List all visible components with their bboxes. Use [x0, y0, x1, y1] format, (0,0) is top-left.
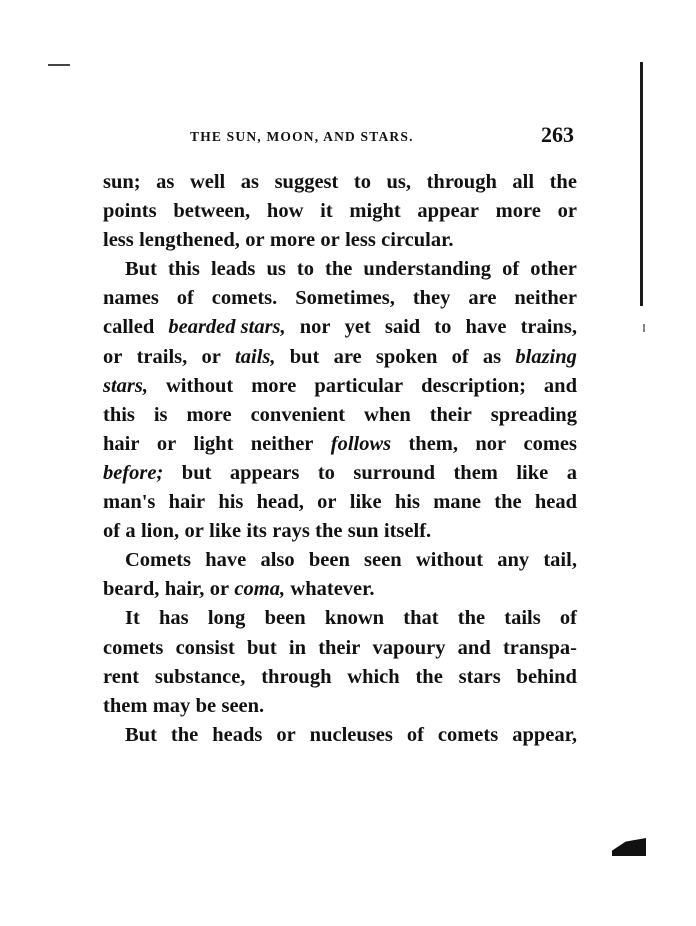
word: hair,	[164, 578, 205, 601]
word: but	[289, 345, 320, 368]
word: lengthened,	[139, 229, 240, 252]
word: but	[181, 461, 212, 484]
word: well	[189, 171, 226, 193]
text-line	[103, 721, 577, 750]
word: hair	[103, 432, 140, 455]
word: all	[512, 171, 535, 193]
word: behind	[516, 665, 577, 688]
word: itself.	[383, 520, 432, 543]
word: them,	[408, 432, 459, 455]
text-line	[103, 197, 577, 226]
word: man's	[103, 491, 156, 514]
text-line	[103, 430, 577, 459]
word: to	[434, 316, 452, 339]
word: their	[429, 403, 472, 426]
word: lion,	[140, 520, 180, 543]
word: or	[557, 200, 577, 223]
word: particular	[314, 374, 404, 397]
word: spreading	[490, 403, 577, 426]
word: but	[247, 636, 277, 659]
word: between,	[173, 200, 251, 223]
body-text	[103, 168, 577, 750]
word: or	[184, 520, 204, 543]
word: nor	[475, 432, 507, 455]
word: other	[530, 258, 577, 281]
text-line	[103, 634, 577, 663]
word: the	[325, 258, 353, 281]
word: or	[317, 491, 337, 514]
word: of	[176, 287, 194, 310]
word: a	[125, 520, 136, 543]
word: be	[195, 694, 217, 717]
word: like	[516, 461, 549, 484]
italic-word: before;	[103, 461, 164, 484]
text-line	[103, 459, 577, 488]
word: been	[308, 549, 350, 572]
word: less	[103, 229, 134, 252]
text-line	[103, 372, 577, 401]
word: them	[103, 694, 148, 717]
word: appears	[229, 461, 300, 484]
word: in	[288, 636, 306, 659]
text-line	[103, 255, 577, 284]
word: nor	[299, 316, 331, 339]
word: without	[415, 549, 484, 572]
italic-word: coma,	[234, 578, 286, 601]
word: neither	[514, 287, 577, 310]
word: how	[266, 200, 304, 223]
word: have	[205, 549, 247, 572]
word: comets	[103, 636, 164, 659]
word: trails,	[136, 345, 188, 368]
word: or	[201, 345, 221, 368]
word: through	[426, 171, 497, 193]
word: as	[240, 171, 260, 193]
text-line	[103, 168, 577, 197]
word: less	[345, 229, 376, 252]
word: of	[502, 258, 520, 281]
word: as	[482, 345, 502, 368]
word: the	[494, 491, 522, 514]
word: is	[153, 403, 168, 426]
running-head	[103, 122, 576, 152]
word: that	[403, 607, 439, 630]
word: trains,	[520, 316, 577, 339]
word: spoken	[375, 345, 438, 368]
word: the	[170, 723, 199, 746]
word: or	[103, 345, 123, 368]
word: yet	[344, 316, 371, 339]
word: light	[193, 432, 234, 455]
word: names	[103, 287, 159, 310]
word: might	[349, 200, 401, 223]
word: this	[103, 403, 135, 426]
word: transpa-	[502, 636, 577, 659]
word: Comets	[125, 549, 192, 572]
scan-mark	[48, 64, 70, 66]
word: of	[406, 723, 424, 746]
word: said	[384, 316, 421, 339]
corner-ink-blot	[612, 838, 646, 856]
word: long	[207, 607, 246, 630]
word: neither	[250, 432, 314, 455]
word: as	[156, 171, 175, 193]
word: sun;	[103, 171, 141, 193]
word: circular.	[381, 229, 454, 252]
word: more	[495, 200, 541, 223]
word: comets.	[211, 287, 278, 310]
word: them	[453, 461, 498, 484]
word: vapoury	[372, 636, 446, 659]
word: the	[549, 171, 577, 193]
word: its	[246, 520, 267, 543]
word: and	[457, 636, 491, 659]
word: of	[451, 345, 469, 368]
page-number: 263	[541, 122, 574, 147]
word: they	[412, 287, 451, 310]
page-edge-line	[640, 62, 643, 306]
text-line	[103, 226, 577, 255]
word: have	[465, 316, 507, 339]
word: without	[166, 374, 234, 397]
word: mane	[433, 491, 482, 514]
word: suggest	[274, 171, 339, 193]
word: their	[318, 636, 361, 659]
text-line	[103, 517, 577, 546]
word: when	[364, 403, 411, 426]
word: It	[125, 607, 140, 630]
word: head,	[256, 491, 304, 514]
italic-word: tails,	[235, 345, 276, 368]
word: tail,	[543, 549, 577, 572]
word: or	[245, 229, 265, 252]
word: sun	[347, 520, 379, 543]
word: or	[156, 432, 177, 455]
word: the	[457, 607, 486, 630]
running-title: THE SUN, MOON, AND STARS.	[190, 129, 414, 144]
word: us,	[386, 171, 412, 193]
italic-word: blazing	[515, 345, 577, 368]
word: are	[333, 345, 362, 368]
word: the	[415, 665, 443, 688]
word: his	[394, 491, 420, 514]
text-line	[103, 692, 577, 721]
word: more	[269, 229, 316, 252]
word: to	[317, 461, 335, 484]
text-line	[103, 575, 577, 604]
word: hair	[168, 491, 206, 514]
word: beard,	[103, 578, 160, 601]
word: substance,	[154, 665, 246, 688]
word: seen	[364, 549, 402, 572]
text-line	[103, 284, 577, 313]
text-line	[103, 604, 577, 633]
word: a	[566, 461, 577, 484]
word: comets	[437, 723, 499, 746]
word: of	[559, 607, 577, 630]
word: description;	[421, 374, 526, 397]
word: more	[251, 374, 297, 397]
word: it	[320, 200, 333, 223]
italic-word: follows	[330, 432, 392, 455]
word: called	[103, 316, 155, 339]
word: heads	[212, 723, 263, 746]
word: But	[125, 723, 157, 746]
word: been	[264, 607, 306, 630]
word: understanding	[363, 258, 492, 281]
word: rays	[272, 520, 310, 543]
word: leads	[210, 258, 256, 281]
word: like	[209, 520, 242, 543]
italic-word: stars,	[103, 374, 149, 397]
word: head	[534, 491, 577, 514]
text-line	[103, 488, 577, 517]
word: convenient	[250, 403, 346, 426]
word: through	[261, 665, 332, 688]
word: known	[324, 607, 385, 630]
word: to	[296, 258, 314, 281]
word: surround	[353, 461, 436, 484]
word: to	[353, 171, 371, 193]
word: of	[103, 520, 121, 543]
word: this	[167, 258, 200, 281]
word: or	[209, 578, 230, 601]
word: stars	[458, 665, 501, 688]
word: appear,	[512, 723, 577, 746]
word: rent	[103, 665, 140, 688]
word: whatever.	[290, 578, 375, 601]
word: the	[315, 520, 343, 543]
italic-word: bearded stars,	[168, 316, 286, 339]
text-line	[103, 313, 577, 342]
word: like	[349, 491, 382, 514]
word: and	[543, 374, 577, 397]
word: appear	[417, 200, 479, 223]
page-edge-tick	[643, 324, 645, 332]
word: nucleuses	[309, 723, 393, 746]
text-line	[103, 546, 577, 575]
word: But	[125, 258, 157, 281]
word: Sometimes,	[295, 287, 395, 310]
text-line	[103, 343, 577, 372]
word: may	[152, 694, 191, 717]
word: any	[497, 549, 530, 572]
word: also	[260, 549, 295, 572]
word: comes	[523, 432, 577, 455]
word: or	[320, 229, 340, 252]
word: his	[218, 491, 244, 514]
word: us	[266, 258, 286, 281]
word: more	[186, 403, 232, 426]
word: which	[347, 665, 400, 688]
word: are	[468, 287, 497, 310]
word: has	[159, 607, 189, 630]
word: or	[276, 723, 296, 746]
word: points	[103, 200, 157, 223]
text-line	[103, 401, 577, 430]
word: seen.	[221, 694, 265, 717]
word: consist	[175, 636, 235, 659]
text-line	[103, 663, 577, 692]
word: tails	[504, 607, 541, 630]
